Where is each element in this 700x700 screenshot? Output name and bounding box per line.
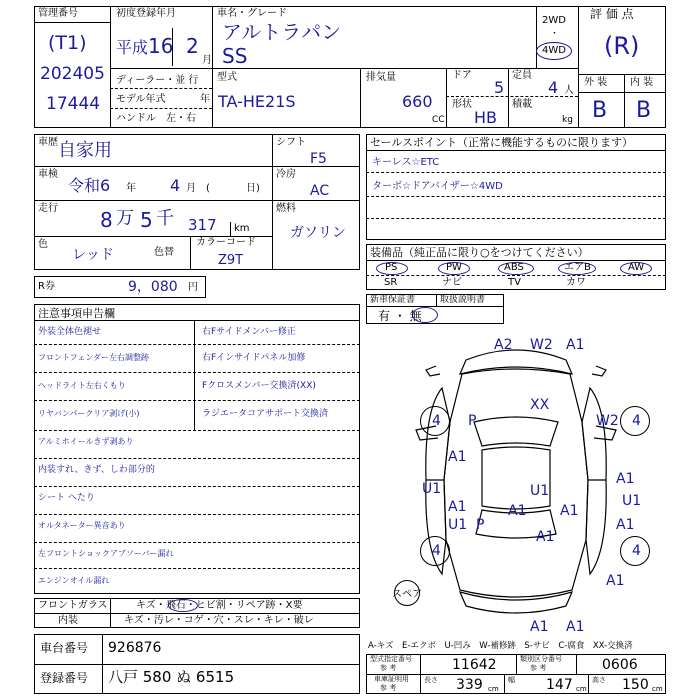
divider [34, 400, 360, 401]
divider [576, 654, 577, 674]
note-left-6: 内装すれ、きず、しわ部分的 [38, 465, 155, 475]
cc-unit: CC [432, 115, 445, 125]
note-left-5: アルミホイールきず剥あり [38, 437, 134, 446]
type-code-label: 型式指定番号 [370, 655, 412, 663]
divider [110, 88, 212, 89]
divider [366, 306, 504, 307]
insp-month: 4 [170, 176, 181, 195]
divider [212, 6, 213, 128]
divider [34, 430, 360, 431]
eq-kawa: カワ [566, 277, 586, 288]
note-right-4: ラジエータコアサポート交換済 [202, 409, 329, 419]
insp-year-unit: 年 [126, 183, 136, 194]
dmg-u1-l: U1 [422, 481, 442, 497]
interior-value: B [636, 98, 652, 123]
note-left-3: ヘッドライト左右くもり [38, 381, 126, 390]
eq-sr: SR [384, 277, 398, 288]
interior-row-label: 内装 [58, 615, 78, 626]
dmg-a1-r1: A1 [616, 471, 635, 487]
dmg-a1-bot1: A1 [530, 619, 549, 635]
spare-label: スペア [392, 589, 422, 600]
color-code-value: Z9T [218, 253, 244, 268]
note-right-3: Fクロスメンバー交換済(XX) [202, 381, 316, 391]
warranty-value: 有 ・ 無 [378, 309, 422, 323]
reg-month-unit: 月 [202, 55, 212, 66]
color-change-label: 色替 [154, 247, 174, 258]
interior-row-values: キズ・汚レ・コゲ・穴・スレ・キレ・破レ [124, 615, 314, 626]
selling-title: セールスポイント（正常に機能するものに限ります） [370, 136, 634, 149]
divider [536, 6, 537, 68]
model-year-label: モデル年式 [116, 94, 166, 105]
sen-unit: 千 [156, 208, 174, 229]
class-code-value: 0606 [602, 657, 638, 673]
width-value: 147 [546, 677, 573, 693]
shape-label: 形状 [452, 99, 472, 110]
divider [366, 218, 666, 219]
divider [110, 108, 212, 109]
mileage-rest: 317 [188, 216, 217, 234]
dmg-a1-l2: A1 [448, 499, 467, 515]
mgmt-label: 管理番号 [38, 8, 78, 19]
dmg-a1-c2: A1 [560, 503, 579, 519]
km-unit: km [234, 223, 250, 234]
insp-day-unit: 日) [246, 183, 260, 194]
dmg-u1-c: U1 [530, 483, 550, 499]
dmg-a1-top: A1 [566, 337, 585, 353]
divider [516, 654, 517, 674]
car-diagram [396, 330, 636, 630]
load-label: 積載 [512, 99, 532, 110]
divider [34, 486, 360, 487]
shape-value: HB [474, 108, 498, 127]
glass-values: キズ・飛石・ヒビ割・リペア跡・X要 [136, 600, 303, 611]
car-grade: SS [222, 44, 248, 68]
ac-value: AC [310, 183, 330, 199]
divider [366, 260, 666, 261]
dmg-w2-top: W2 [530, 337, 553, 353]
divider [624, 74, 625, 128]
divider [34, 372, 360, 373]
man-unit: 万 [116, 208, 134, 229]
displacement-label: 排気量 [366, 72, 396, 83]
notes-title: 注意事項申告欄 [38, 307, 115, 320]
rating-value: (R) [604, 32, 640, 60]
divider [360, 68, 361, 128]
divider [504, 674, 505, 694]
divider [366, 172, 666, 173]
eq-pw: PW [446, 262, 462, 273]
divider [446, 68, 447, 128]
glass-label: フロントガラス [38, 600, 108, 611]
exterior-label: 外 装 [584, 77, 608, 88]
handle-label: ハンドル 左・右 [116, 113, 196, 124]
dmg-w2-fr: W2 [596, 413, 619, 429]
history-label: 車歴 [38, 137, 58, 148]
capacity-unit: 人 [564, 85, 574, 96]
ac-label: 冷房 [276, 169, 296, 180]
note-right-1: 右Fサイドメンバー修正 [202, 327, 296, 337]
divider [110, 68, 578, 69]
load-unit: kg [562, 115, 573, 125]
mgmt-no1: 202405 [40, 64, 105, 84]
dmg-a1-bot2: A1 [566, 619, 585, 635]
history-value: 自家用 [58, 140, 112, 161]
divider [34, 613, 360, 614]
divider [436, 294, 437, 306]
registration-label: 登録番号 [40, 671, 89, 685]
divider [34, 542, 360, 543]
chassis-value: 926876 [108, 640, 162, 656]
eq-aw: AW [628, 262, 645, 273]
dmg-4-fr: 4 [632, 413, 641, 429]
glass-stone-circle [168, 599, 198, 612]
divider [446, 96, 578, 97]
color-code-label: カラーコード [196, 237, 256, 248]
shift-label: シフト [276, 137, 306, 148]
divider [420, 654, 421, 694]
dmg-a1-c1: A1 [508, 503, 527, 519]
divider [34, 664, 360, 665]
dmg-a1-l1: A1 [448, 449, 467, 465]
note-left-4: リヤバンパークリア剥げ(小) [38, 409, 140, 418]
eq-ps: PS [385, 262, 398, 273]
drive-2wd: 2WD [542, 15, 566, 26]
divider [508, 68, 509, 128]
dmg-4-fl: 4 [432, 413, 441, 429]
type-code-value: 11642 [452, 657, 497, 673]
class-code-ref: 参 考 [530, 664, 547, 672]
recycle-amount: 9，080 [128, 279, 178, 295]
divider [366, 275, 666, 276]
model-value: TA-HE21S [218, 92, 296, 111]
capacity-label: 定員 [512, 70, 532, 81]
reg-month: 2 [186, 34, 199, 58]
shift-value: F5 [310, 151, 327, 167]
yen-unit: 円 [188, 282, 198, 293]
first-reg-label: 初度登録年月 [116, 8, 176, 19]
height-value: 150 [622, 677, 649, 693]
dmg-4-rr: 4 [632, 543, 641, 559]
drive-dot: ・ [550, 29, 560, 39]
color-value: レッド [72, 247, 114, 263]
divider [578, 74, 666, 75]
selling-line-1: キーレス☆ETC [372, 157, 440, 168]
car-name: アルトラパン [222, 20, 342, 44]
divider [172, 28, 173, 66]
warranty-label: 新車保証書 [370, 295, 416, 305]
insp-paren: ( [206, 183, 210, 194]
damage-legend: A-キズ E-エクボ U-凹み W-補修跡 S-サビ C-腐食 XX-交換済 [368, 641, 633, 651]
dmg-a1-r2: A1 [616, 517, 635, 533]
equipment-title: 装備品（純正品に限り○をつけてください） [370, 246, 589, 259]
dmg-xx: XX [530, 397, 550, 413]
divider [230, 222, 231, 236]
note-left-9: 左フロントショックアブソーバー漏れ [38, 549, 174, 558]
dmg-p-fl: P [468, 413, 477, 429]
inspection-label: 車検 [38, 169, 58, 180]
name-label: 車名・グレード [217, 8, 287, 19]
note-left-7: シート へたり [38, 493, 95, 503]
registration-value: 八戸 580 ぬ 6515 [108, 668, 235, 686]
dmg-4-rl: 4 [432, 543, 441, 559]
divider [34, 514, 360, 515]
displacement-value: 660 [402, 92, 433, 111]
type-code-ref: 参 考 [380, 664, 397, 672]
insp-month-unit: 月 [186, 183, 196, 194]
mileage-man: 8 [100, 208, 113, 232]
model-year-unit: 年 [200, 94, 210, 105]
fuel-value: ガソリン [290, 225, 346, 241]
mgmt-t: (T1) [48, 32, 87, 54]
cert-label: 車庫証明用 [374, 675, 409, 683]
divider [34, 568, 360, 569]
length-label: 長さ [424, 676, 438, 684]
reg-era: 平成 [116, 38, 149, 57]
width-label: 幅 [508, 676, 515, 684]
eq-navi: ナビ [442, 277, 462, 288]
eq-abs: ABS [504, 262, 524, 273]
fuel-label: 燃料 [276, 203, 296, 214]
mgmt-no2: 17444 [46, 94, 101, 114]
note-left-10: エンジンオイル漏れ [38, 576, 110, 585]
selling-line-2: ターボ☆ドアバイザー☆4WD [372, 181, 503, 192]
recycle-frame [34, 276, 206, 298]
top-frame [34, 6, 666, 128]
length-value: 339 [456, 677, 483, 693]
note-right-2: 右Fインサイドパネル加修 [202, 353, 306, 363]
recycle-label: R券 [38, 281, 55, 292]
divider [34, 22, 110, 23]
dmg-a1-rr: A1 [606, 573, 625, 589]
eq-tv: TV [508, 277, 521, 288]
divider [110, 6, 111, 128]
dmg-u1-l2: U1 [448, 517, 468, 533]
length-unit: cm [488, 685, 499, 693]
note-left-1: 外装全体色褪せ [38, 327, 102, 337]
rating-label: 評 価 点 [590, 7, 634, 21]
note-left-2: フロントフェンダー左右調整跡 [38, 353, 150, 362]
capacity-value: 4 [548, 78, 559, 97]
dmg-p-rl: P [476, 517, 485, 533]
divider [366, 196, 666, 197]
height-label: 高さ [592, 676, 606, 684]
divider [272, 200, 360, 201]
door-value: 5 [494, 78, 505, 97]
dmg-a1-rear: A1 [536, 529, 555, 545]
width-unit: cm [576, 685, 587, 693]
divider [366, 150, 666, 151]
divider [272, 134, 273, 270]
dmg-a2: A2 [494, 337, 513, 353]
insp-era: 令和6 [68, 176, 111, 195]
cert-ref: 参 考 [380, 684, 397, 692]
mileage-sen: 5 [140, 208, 153, 232]
dealer-label: ディーラー・並 行 [116, 75, 199, 86]
height-unit: cm [652, 685, 663, 693]
door-label: ドア [452, 70, 472, 81]
chassis-label: 車台番号 [40, 641, 89, 655]
exterior-value: B [592, 98, 608, 123]
divider [34, 320, 360, 321]
model-label: 型式 [217, 72, 237, 83]
divider [578, 92, 666, 93]
interior-label: 内 装 [630, 77, 654, 88]
divider [34, 344, 360, 345]
color-label: 色 [38, 239, 48, 250]
eq-airb: エアB [564, 262, 591, 273]
note-left-8: オルタネーター異音あり [38, 521, 126, 530]
divider [588, 674, 589, 694]
mileage-label: 走行 [38, 203, 58, 214]
dmg-u1-r: U1 [622, 493, 642, 509]
divider [366, 674, 666, 675]
manual-label: 取扱説明書 [440, 295, 486, 305]
class-code-label: 類別区分番号 [520, 655, 562, 663]
divider [190, 236, 191, 270]
divider [34, 458, 360, 459]
reg-year: 16 [148, 34, 174, 58]
drive-4wd: 4WD [542, 45, 566, 56]
divider [578, 6, 579, 128]
divider [194, 320, 195, 430]
